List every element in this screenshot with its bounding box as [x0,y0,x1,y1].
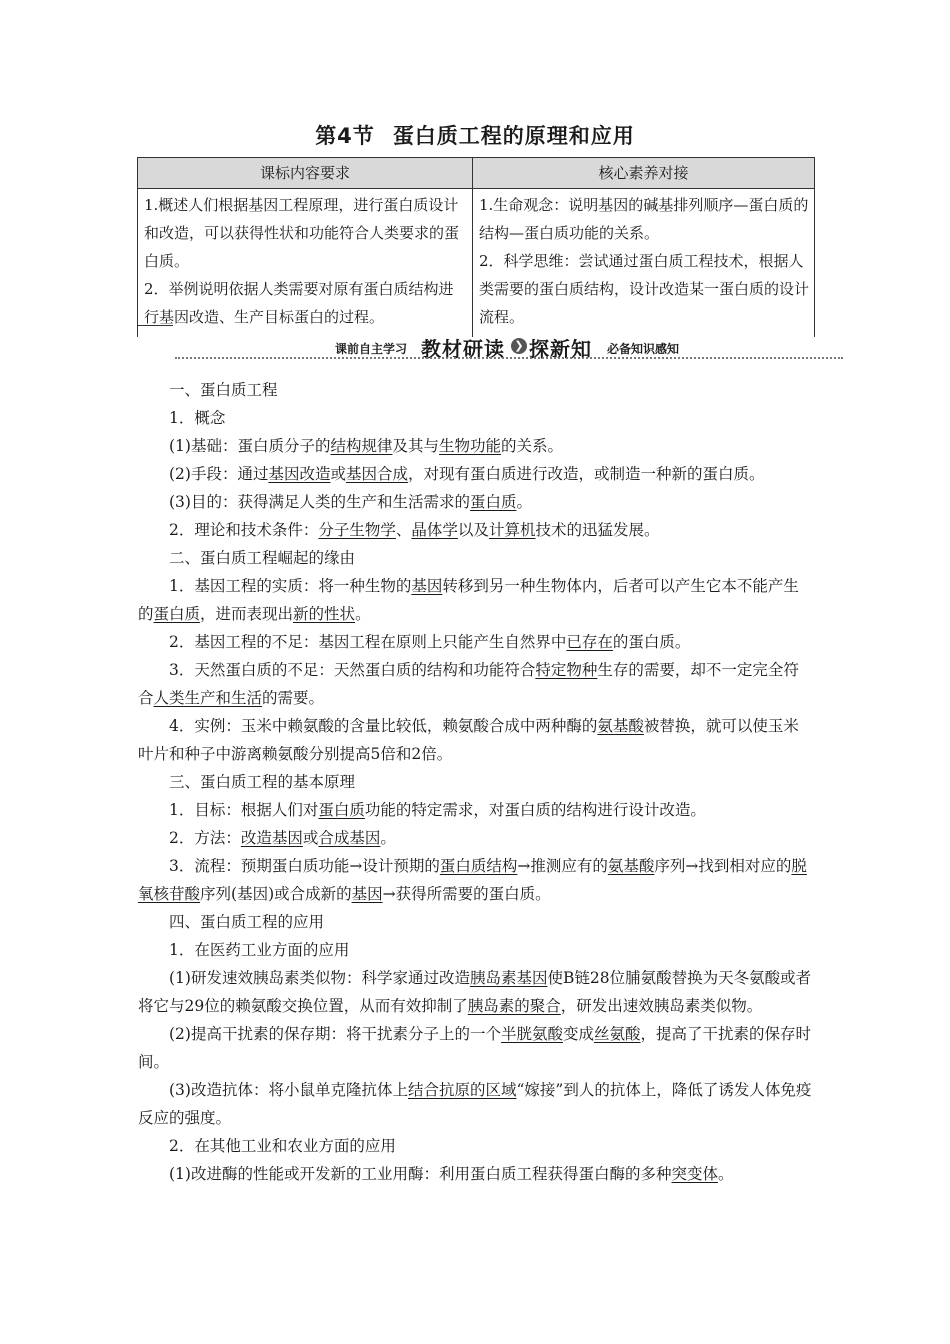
text-run: (3)目的：获得满足人类的生产和生活需求的 [169,493,470,511]
key-term: 基因 [351,885,383,903]
text-run: 2．基因工程的不足：基因工程在原则上只能产生自然界中 [169,633,567,651]
key-term: 蛋白质结构 [439,857,518,875]
key-term: 结合抗原的区域 [407,1081,517,1099]
content-paragraph [138,460,814,488]
key-term: 分子生物学 [318,521,396,539]
text-run: ，进而表现出 [200,605,294,623]
text-run: 2．理论和技术条件： [169,521,319,539]
text-run: 或 [302,829,319,847]
text-run: 的蛋白质。 [612,633,691,651]
main-content [138,376,814,1188]
text-run: 3．天然蛋白质的不足：天然蛋白质的结构和功能符合 [169,661,536,679]
content-paragraph [138,712,814,768]
content-paragraph [138,628,814,656]
text-run: 的关系。 [501,437,564,455]
content-paragraph [138,432,814,460]
section-number: 第4节 [315,124,375,148]
text-run: 变成 [562,1025,594,1043]
text-run: (2)手段：通过 [169,465,269,483]
content-paragraph [138,824,814,852]
text-run: ，提高了干扰素的保存时间。 [138,1025,812,1071]
content-paragraph [138,1132,814,1160]
text-run: ，研发出速效胰岛素类似物。 [560,997,763,1015]
text-run: (2)提高干扰素的保存期：将干扰素分子上的一个 [169,1025,501,1043]
content-paragraph [138,376,814,404]
banner-arrow-icon: ❯ [511,338,527,354]
text-run: (1)研发速效胰岛素类似物：科学家通过改造 [169,969,470,987]
key-term: 蛋白质 [469,493,517,511]
text-run: 四、蛋白质工程的应用 [169,913,325,931]
content-paragraph [138,1076,814,1132]
key-term: 计算机 [488,521,536,539]
table-cell-left [138,189,473,338]
text-run: 2．方法： [169,829,241,847]
table-corner-line [137,325,173,326]
banner-right-text: 必备知识感知 [607,342,680,356]
key-term: 特定物种 [535,661,598,679]
content-paragraph [138,964,814,1020]
text-run: 的需要。 [262,689,325,707]
text-run: 。 [380,829,396,847]
text-run: 1．基因工程的实质：将一种生物的 [169,577,412,595]
content-paragraph [138,1020,814,1076]
text-run: (3)改造抗体：将小鼠单克隆抗体上 [169,1081,408,1099]
key-term: 晶体学 [411,521,458,539]
banner-left-text: 课前自主学习 [335,342,408,356]
banner-main-text-2: 探新知 [529,337,592,361]
text-run: 一、蛋白质工程 [169,381,278,399]
key-term: 蛋白质 [153,605,201,623]
content-paragraph [138,1160,814,1188]
requirements-table [137,157,815,337]
key-term: 胰岛素的聚合 [467,997,561,1015]
key-term: 脱氧核苷酸 [138,857,807,903]
key-term: 结构规律 [330,437,393,455]
text-run: 。 [717,1165,734,1183]
text-run: →推测应有的 [517,857,608,875]
key-term: 丝氨酸 [594,1025,641,1043]
text-run: 以及 [457,521,489,539]
text-run: 2．在其他工业和农业方面的应用 [169,1137,396,1155]
banner-main-text-1: 教材研读 [421,337,505,361]
text-run: →获得所需要的蛋白质。 [382,885,551,903]
content-paragraph [138,768,814,796]
content-paragraph [138,516,814,544]
key-term: 半胱氨酸 [500,1025,563,1043]
text-run: (1)改进酶的性能或开发新的工业用酶：利用蛋白质工程获得蛋白酶的多种 [169,1165,672,1183]
key-term: 基因合成 [346,465,409,483]
text-run: 1．概念 [169,409,226,427]
text-run: (1)基础：蛋白质分子的 [169,437,331,455]
content-paragraph [138,656,814,712]
key-term: 已存在 [566,633,613,651]
text-run: 、 [395,521,412,539]
key-term: 氨基酸 [597,717,644,735]
cell-right-item: 2．科学思维：尝试通过蛋白质工程技术，根据人类需要的蛋白质结构，设计改造某一蛋白质的设计流程。 [479,252,810,326]
content-paragraph [138,572,814,628]
content-paragraph [138,544,814,572]
key-term: 改造基因 [240,829,303,847]
table-cell-right [473,189,815,338]
content-paragraph [138,908,814,936]
text-run: 被替换，就可以使玉米叶片和种子中游离赖氨酸分别提高5倍和2倍。 [138,717,799,763]
text-run: 二、蛋白质工程崛起的缘由 [169,549,356,567]
content-paragraph [138,852,814,908]
key-term: 人类生产和生活 [153,689,263,707]
text-run: 4．实例：玉米中赖氨酸的含量比较低，赖氨酸合成中两种酶的 [169,717,598,735]
text-run: 功能的特定需求，对蛋白质的结构进行设计改造。 [364,801,706,819]
key-term: 生物功能 [439,437,502,455]
text-run: 1．在医药工业方面的应用 [169,941,350,959]
page-title [0,120,950,150]
cell-left-item: 2．举例说明依据人类需要对原有蛋白质结构进行基因改造、生产目标蛋白的过程。 [144,280,454,326]
text-run: ，对现有蛋白质进行改造，或制造一种新的蛋白质。 [408,465,765,483]
key-term: 新的性状 [293,605,356,623]
text-run: 转移到另一种生物体内，后者可以产生它本不能产生的 [138,577,799,623]
text-run: 使B链28位脯氨酸替换为天冬氨酸或者将它与29位的赖氨酸交换位置，从而有效抑制了 [138,969,812,1015]
text-run: 。 [355,605,371,623]
table-header-left: 课标内容要求 [138,158,473,189]
text-run: 1．目标：根据人们对 [169,801,319,819]
key-term: 突变体 [671,1165,718,1183]
cell-right-item: 1.生命观念：说明基因的碱基排列顺序—蛋白质的结构—蛋白质功能的关系。 [479,196,809,242]
key-term: 合成基因 [318,829,381,847]
section-title: 蛋白质工程的原理和应用 [392,124,635,148]
cell-left-item: 1.概述人们根据基因工程原理，进行蛋白质设计和改造，可以获得性状和功能符合人类要求的蛋白质。 [144,196,460,270]
section-banner [175,333,843,363]
table-header-right: 核心素养对接 [473,158,815,189]
key-term: 基因改造 [268,465,331,483]
text-run: 。 [516,493,532,511]
text-run: 序列(基因)或合成新的 [200,885,352,903]
text-run: 技术的迅猛发展。 [535,521,660,539]
key-term: 胰岛素基因 [469,969,548,987]
key-term: 蛋白质 [318,801,365,819]
content-paragraph [138,796,814,824]
text-run: 及其与 [392,437,439,455]
text-run: 或 [330,465,346,483]
text-run: 三、蛋白质工程的基本原理 [169,773,356,791]
text-run: 生存的需要，却不一定完全符合 [138,661,799,707]
text-run: “嫁接”到人的抗体上，降低了诱发人体免疫反应的强度。 [138,1081,812,1127]
key-term: 基因 [411,577,443,595]
key-term: 氨基酸 [607,857,655,875]
text-run: 序列→找到相对应的 [654,857,792,875]
content-paragraph [138,404,814,432]
banner-dotted-rule [175,357,843,359]
content-paragraph [138,488,814,516]
content-paragraph [138,936,814,964]
text-run: 3．流程：预期蛋白质功能→设计预期的 [169,857,440,875]
